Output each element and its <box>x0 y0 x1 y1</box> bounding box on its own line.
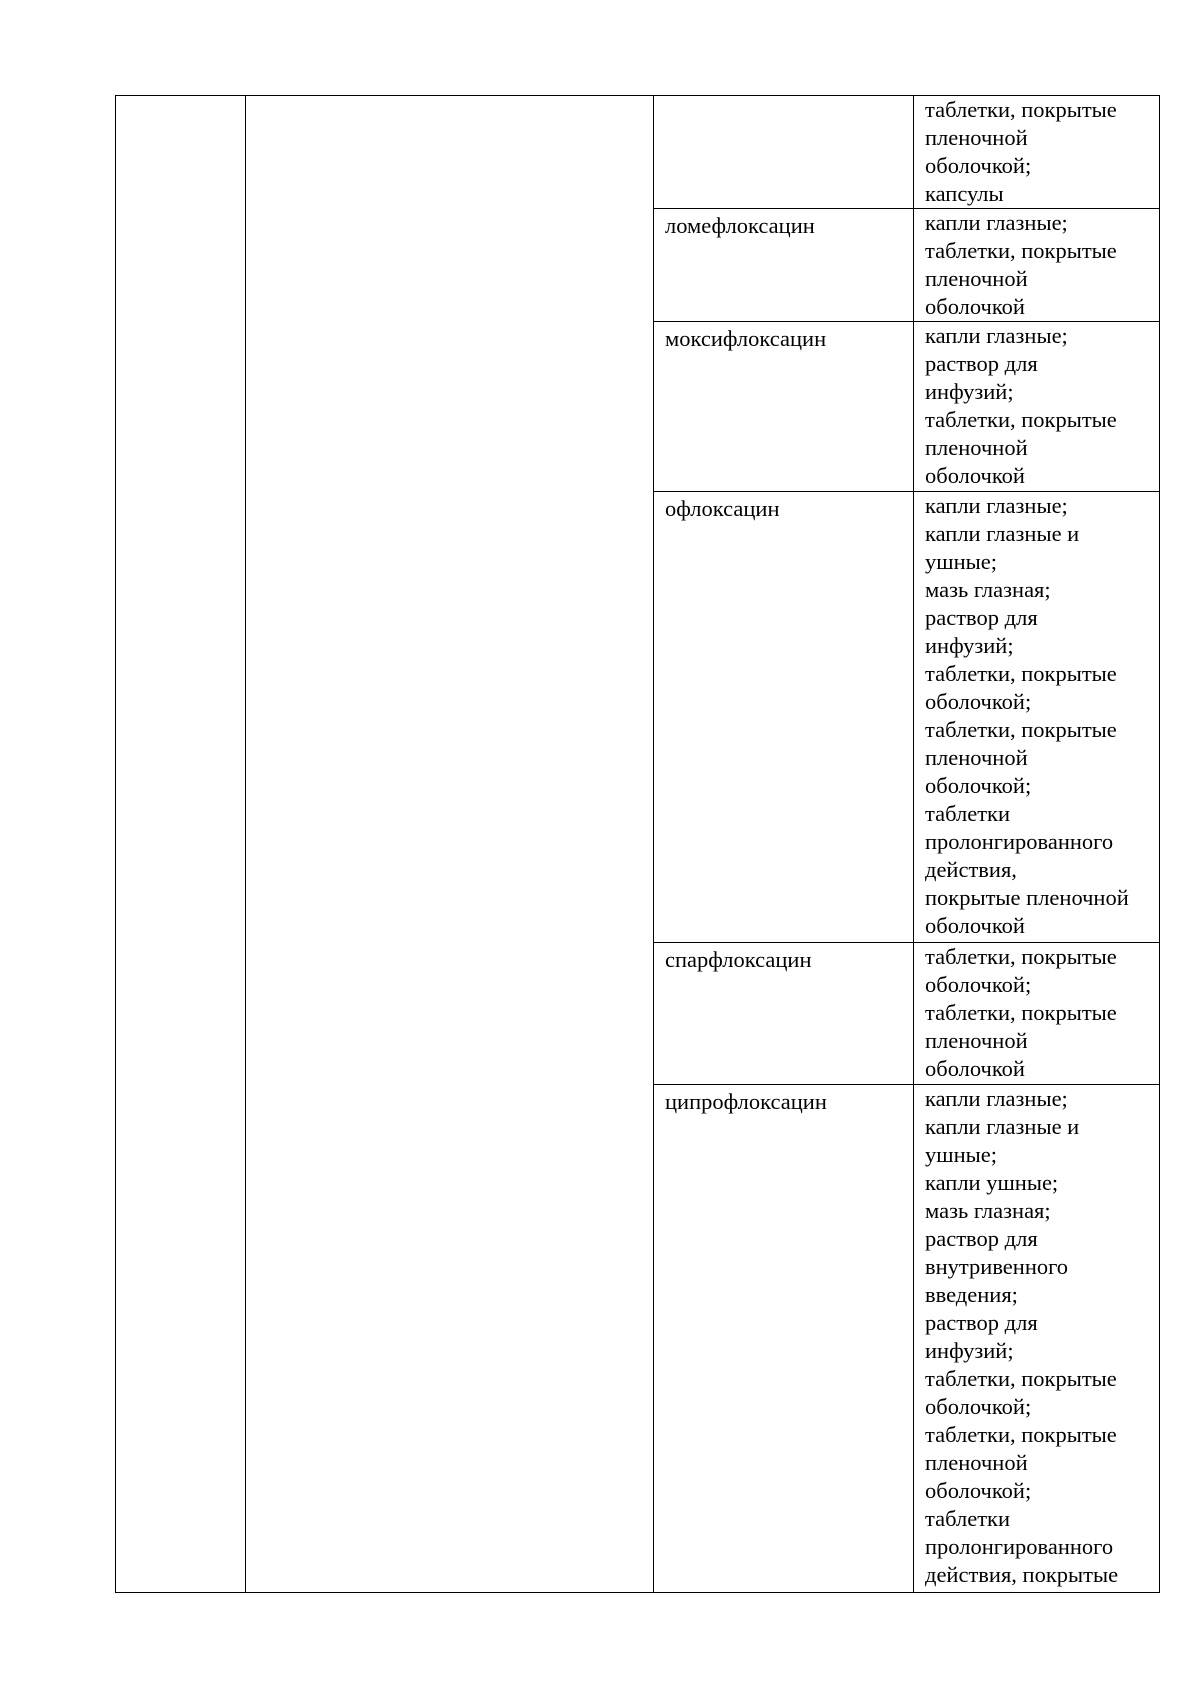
dosage-form: инфузий; <box>925 379 1014 404</box>
dosage-forms-cell <box>914 209 1160 322</box>
dosage-form: мазь глазная; <box>925 1198 1051 1223</box>
dosage-form: оболочкой; <box>925 153 1032 178</box>
drug-name: офлоксацин <box>665 496 780 521</box>
table-row <box>116 96 1160 209</box>
atc-code-cell <box>116 96 246 1593</box>
dosage-form: оболочкой; <box>925 773 1032 798</box>
dosage-form: таблетки, покрытые <box>925 1000 1117 1025</box>
dosage-forms <box>914 1085 1159 1589</box>
dosage-form: действия, покрытые <box>925 1562 1119 1587</box>
dosage-form: таблетки, покрытые <box>925 407 1117 432</box>
dosage-form: пленочной <box>925 1450 1028 1475</box>
dosage-form: таблетки, покрытые <box>925 97 1117 122</box>
dosage-form: ушные; <box>925 1142 997 1167</box>
dosage-forms <box>914 322 1159 490</box>
dosage-form: оболочкой <box>925 294 1025 319</box>
drug-name-cell <box>654 1085 914 1593</box>
dosage-forms-cell <box>914 96 1160 209</box>
dosage-form: капли глазные; <box>925 323 1068 348</box>
dosage-forms-cell <box>914 492 1160 943</box>
dosage-forms <box>914 492 1159 940</box>
dosage-form: оболочкой; <box>925 1394 1032 1419</box>
dosage-form: капли глазные; <box>925 1086 1068 1111</box>
dosage-form: действия, <box>925 857 1017 882</box>
dosage-form: раствор для <box>925 1310 1038 1335</box>
drug-name-cell <box>654 209 914 322</box>
dosage-form: таблетки, покрытые <box>925 944 1117 969</box>
dosage-form: таблетки, покрытые <box>925 1422 1117 1447</box>
dosage-form: ушные; <box>925 549 997 574</box>
dosage-forms-cell <box>914 322 1160 492</box>
group-name-cell <box>246 96 654 1593</box>
dosage-form: инфузий; <box>925 633 1014 658</box>
dosage-form: раствор для <box>925 605 1038 630</box>
drug-name-cell <box>654 322 914 492</box>
dosage-form: таблетки, покрытые <box>925 238 1117 263</box>
dosage-form: внутривенного <box>925 1254 1069 1279</box>
drug-name: ципрофлоксацин <box>665 1089 827 1114</box>
dosage-form: таблетки, покрытые <box>925 717 1117 742</box>
dosage-form: капли ушные; <box>925 1170 1059 1195</box>
dosage-form: оболочкой <box>925 913 1025 938</box>
drug-name: ломефлоксацин <box>665 213 815 238</box>
dosage-form: покрытые пленочной <box>925 885 1129 910</box>
dosage-form: капсулы <box>925 181 1004 206</box>
dosage-form: капли глазные; <box>925 493 1068 518</box>
dosage-form: капли глазные и <box>925 521 1080 546</box>
dosage-form: оболочкой; <box>925 1478 1032 1503</box>
dosage-form: пролонгированного <box>925 1534 1114 1559</box>
drug-name: моксифлоксацин <box>665 326 827 351</box>
dosage-form: мазь глазная; <box>925 577 1051 602</box>
dosage-forms-cell <box>914 943 1160 1085</box>
dosage-form: пленочной <box>925 745 1028 770</box>
dosage-form: таблетки, покрытые <box>925 661 1117 686</box>
dosage-forms <box>914 96 1159 208</box>
drug-name-cell <box>654 492 914 943</box>
dosage-forms-cell <box>914 1085 1160 1593</box>
drug-forms-table <box>115 95 1160 1593</box>
drug-name: спарфлоксацин <box>665 947 812 972</box>
dosage-form: капли глазные; <box>925 210 1068 235</box>
dosage-form: пленочной <box>925 435 1028 460</box>
dosage-form: пленочной <box>925 1028 1028 1053</box>
dosage-form: пленочной <box>925 125 1028 150</box>
dosage-form: раствор для <box>925 351 1038 376</box>
dosage-form: таблетки, покрытые <box>925 1366 1117 1391</box>
drug-name-cell <box>654 943 914 1085</box>
drug-name-cell <box>654 96 914 209</box>
dosage-form: оболочкой <box>925 1056 1025 1081</box>
dosage-form: инфузий; <box>925 1338 1014 1363</box>
dosage-form: капли глазные и <box>925 1114 1080 1139</box>
dosage-form: раствор для <box>925 1226 1038 1251</box>
dosage-form: таблетки <box>925 801 1011 826</box>
dosage-form: оболочкой; <box>925 689 1032 714</box>
dosage-form: таблетки <box>925 1506 1011 1531</box>
dosage-forms <box>914 943 1159 1083</box>
dosage-form: пленочной <box>925 266 1028 291</box>
dosage-forms <box>914 209 1159 321</box>
dosage-form: оболочкой <box>925 463 1025 488</box>
dosage-form: оболочкой; <box>925 972 1032 997</box>
dosage-form: введения; <box>925 1282 1018 1307</box>
drug-name <box>654 96 913 99</box>
dosage-form: пролонгированного <box>925 829 1114 854</box>
